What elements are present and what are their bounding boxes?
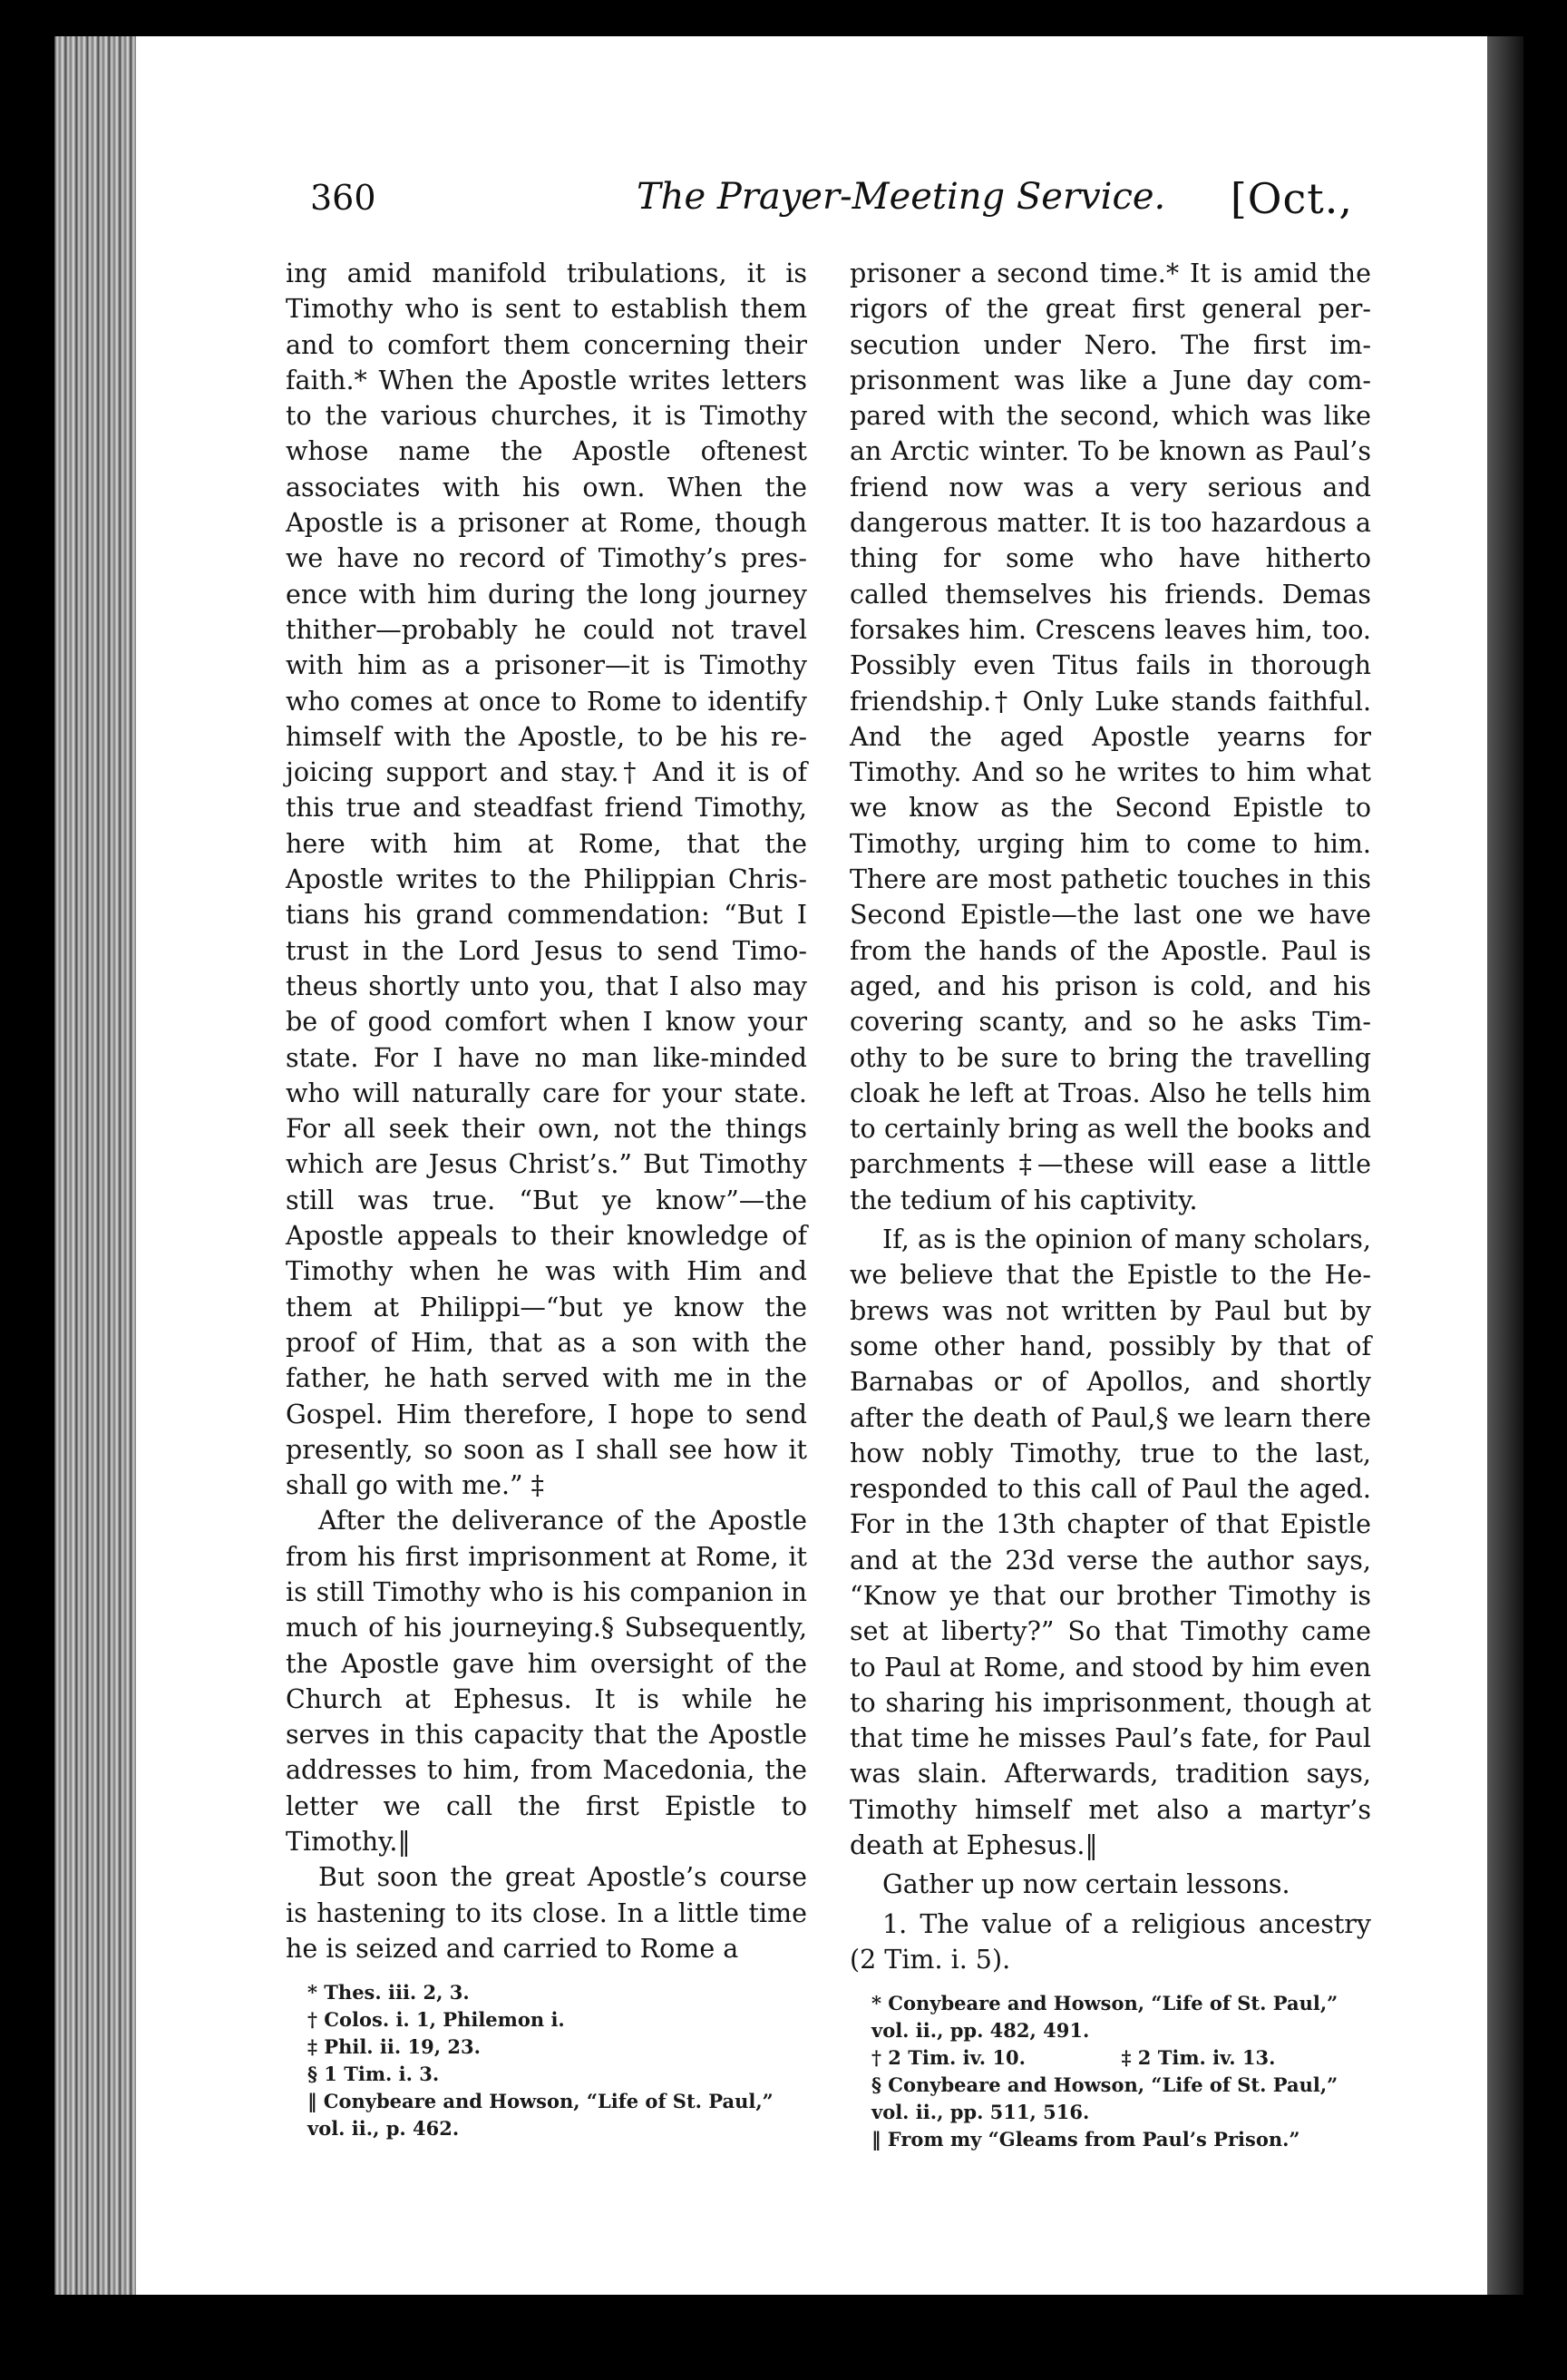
right-column-text	[850, 256, 1371, 1977]
left-column-text	[286, 256, 807, 1966]
running-month: [Oct.,	[1230, 174, 1353, 223]
page-number: 360	[310, 178, 376, 218]
left-column	[286, 256, 807, 2142]
binding-shadow	[1487, 36, 1523, 2295]
footnote: ‡ Phil. ii. 19, 23.	[307, 2035, 481, 2059]
footnote: † Colos. i. 1, Philemon i.	[307, 2008, 565, 2032]
footnote: ‡ 2 Tim. iv. 13.	[1121, 2046, 1276, 2070]
right-footnotes	[850, 1990, 1371, 2153]
footnote: § 1 Tim. i. 3.	[307, 2063, 440, 2086]
paragraph: Gather up now certain lessons.	[882, 1869, 1290, 1900]
footnote: † 2 Tim. iv. 10.	[871, 2046, 1026, 2070]
right-column	[850, 256, 1371, 2153]
running-title: The Prayer-Meeting Service.	[637, 176, 1166, 218]
paragraph: 1. The value of a religious ancestry (2 Tim. i. 5).	[850, 1908, 1371, 1975]
footnote: * Conybeare and Howson, “Life of St. Paul,” vol. ii., pp. 482, 491.	[871, 1992, 1338, 2043]
page-stack-edge	[54, 36, 145, 2295]
footnote: * Thes. iii. 2, 3.	[307, 1981, 470, 2004]
running-head	[310, 174, 1353, 232]
paragraph: After the deliverance of the Apostle from his first imprisonment at Rome, it is still Timothy who is his companion in much of his journeying.§ Subsequently, the Apostle gave him oversight of the Church at Ephesus. It is while he serves in this capacity that the Apostle addresses to him, from Macedonia, the letter we call the first Epistle to Timothy.‖	[286, 1506, 807, 1858]
paragraph: But soon the great Apostle’s course is hastening to its close. In a little time he is seized and carried to Rome a	[286, 1862, 807, 1964]
paragraph: prisoner a second time.* It is amid the rigors of the great first general persecution under Nero. The first imprisonment was like a June day compared with the second, which was like an Arctic winter. To be known as Paul’s friend now was a very serious and dangerous matter. It is too hazardous a thing for some who have hitherto called themselves his friends. Demas forsakes him. Crescens leaves him, too. Possibly even Titus fails in thorough friendship.† Only Luke stands faithful. And the aged Apostle yearns for Timothy. And so he writes to him what we know as the Second Epistle to Timothy, urging him to come to him. There are most pathetic touches in this Second Epistle—the last one we have from the hands of the Apostle. Paul is aged, and his prison is cold, and his covering scanty, and so he asks Timothy to be sure to bring the travelling cloak he left at Troas. Also he tells him to certainly bring as well the books and parchments ‡—these will ease a little the tedium of his captivity.	[850, 258, 1371, 1215]
footnote-pair	[850, 2044, 1371, 2072]
footnote: ‖ Conybeare and Howson, “Life of St. Paul,” vol. ii., p. 462.	[307, 2090, 774, 2141]
paragraph: If, as is the opinion of many scholars, we believe that the Epistle to the Hebrews was not written by Paul but by some other hand, possibly by that of Barnabas or of Apollos, and shortly after the death of Paul,§ we learn there how nobly Timothy, true to the last, responded to this call of Paul the aged. For in the 13th chapter of that Epistle and at the 23d verse the author says, “Know ye that our brother Timothy is set at liberty?” So that Timothy came to Paul at Rome, and stood by him even to sharing his imprisonment, though at that time he misses Paul’s fate, for Paul was slain. Afterwards, tradition says, Timothy himself met also a martyr’s death at Ephesus.‖	[850, 1224, 1371, 1861]
left-footnotes	[286, 1979, 807, 2142]
footnote: § Conybeare and Howson, “Life of St. Paul,” vol. ii., pp. 511, 516.	[871, 2073, 1338, 2124]
footnote: ‖ From my “Gleams from Paul’s Prison.”	[871, 2128, 1300, 2151]
paragraph: ing amid manifold tribulations, it is Timothy who is sent to establish them and to comfort them concerning their faith.* When the Apostle writes letters to the various churches, it is Timothy whose name the Apostle oftenest associates with his own. When the Apostle is a prisoner at Rome, though we have no record of Timothy’s presence with him during the long journey thither—probably he could not travel with him as a prisoner—it is Timothy who comes at once to Rome to identify himself with the Apostle, to be his rejoicing support and stay.† And it is of this true and steadfast friend Timothy, here with him at Rome, that the Apostle writes to the Philippian Christians his grand commendation: “But I trust in the Lord Jesus to send Timotheus shortly unto you, that I also may be of good comfort when I know your state. For I have no man like-minded who will naturally care for your state. For all seek their own, not the things which are Jesus Christ’s.” But Timothy still was true. “But ye know”—the Apostle appeals to their knowledge of Timothy when he was with Him and them at Philippi—“but ye know the proof of Him, that as a son with the father, he hath served with me in the Gospel. Him therefore, I hope to send presently, so soon as I shall see how it shall go with me.” ‡	[286, 258, 807, 1501]
